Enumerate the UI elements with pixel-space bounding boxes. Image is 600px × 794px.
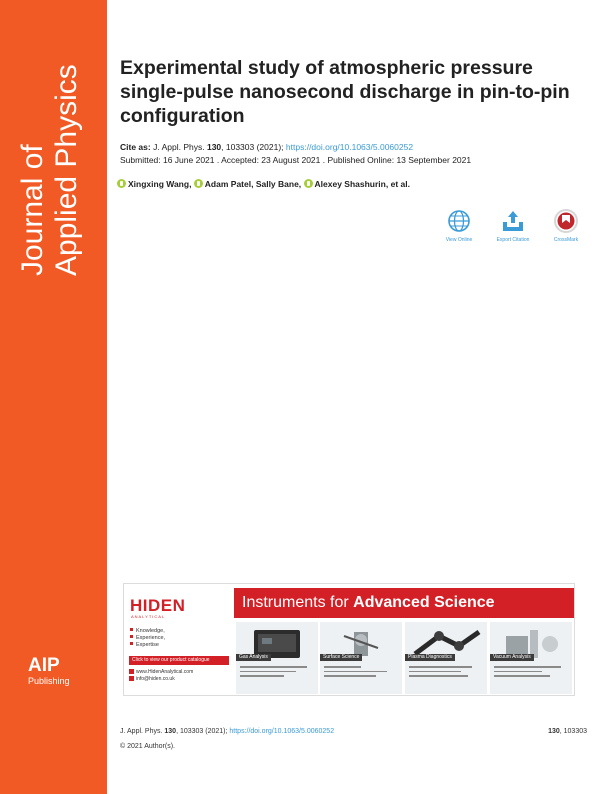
ad-panel-vacuum-analysis[interactable] — [490, 622, 572, 694]
web-icon — [129, 669, 134, 674]
author-list — [117, 179, 410, 190]
footer-doi-link[interactable]: https://doi.org/10.1063/5.0060252 — [229, 728, 335, 735]
panel-tag: Surface Science — [320, 654, 362, 661]
hiden-logo-sub: ANALYTICAL — [131, 614, 166, 619]
cite-label: Cite as: — [120, 142, 151, 152]
ad-panel-plasma-diagnostics[interactable] — [405, 622, 487, 694]
author-name[interactable]: Xingxing Wang, — [128, 179, 194, 189]
view-online-button[interactable] — [429, 208, 489, 243]
view-online-label: View Online — [445, 237, 473, 243]
journal-band — [0, 0, 107, 794]
author-name[interactable]: Adam Patel, Sally Bane, — [204, 179, 304, 189]
ad-panel-surface-science[interactable] — [320, 622, 402, 694]
author-name[interactable]: Alexey Shashurin, et al. — [314, 179, 410, 189]
footer-citation — [120, 728, 334, 735]
ad-panel-gas-analysis[interactable] — [236, 622, 318, 694]
ad-contact — [129, 669, 193, 683]
export-citation-button[interactable] — [483, 208, 543, 243]
crossmark-button[interactable] — [536, 208, 596, 243]
cite-journal: J. Appl. Phys. — [153, 142, 205, 152]
footer-journal: J. Appl. Phys. — [120, 728, 163, 735]
ad-bullets — [130, 628, 165, 649]
bullet-icon — [130, 628, 133, 631]
bullet-icon — [130, 642, 133, 645]
cite-volume: 130 — [206, 142, 222, 152]
export-icon — [500, 208, 526, 234]
ad-headline-banner — [234, 588, 574, 618]
copyright-notice: © 2021 Author(s). — [120, 743, 175, 750]
email-icon — [129, 676, 134, 681]
ad-catalogue-button[interactable]: Click to view our product catalogue — [129, 656, 229, 665]
hiden-advertisement[interactable] — [123, 583, 575, 696]
citation-line — [120, 142, 413, 153]
footer-pages: , 103303 (2021); — [176, 728, 228, 735]
journal-name-line1: Journal of — [16, 144, 49, 276]
panel-tag: Vacuum Analysis — [490, 654, 534, 661]
doi-link[interactable]: https://doi.org/10.1063/5.0060252 — [285, 142, 414, 152]
footer-page-number — [548, 728, 587, 735]
ad-contact-web[interactable]: www.HidenAnalytical.com — [129, 669, 193, 676]
ad-bullet: Expertise — [130, 642, 165, 649]
aip-logo-sub: Publishing — [28, 676, 70, 686]
panel-text — [324, 666, 398, 680]
hiden-logo: HIDEN — [130, 596, 186, 615]
journal-name-line2: Applied Physics — [50, 64, 83, 276]
ad-bullet: Knowledge, — [130, 628, 165, 635]
publication-dates: Submitted: 16 June 2021 . Accepted: 23 August 2021 . Published Online: 13 September 2021 — [120, 155, 472, 165]
journal-title — [8, 40, 88, 280]
orcid-icon[interactable] — [304, 179, 313, 188]
cite-pages: , 103303 (2021); — [221, 142, 284, 152]
orcid-icon[interactable] — [194, 179, 203, 188]
panel-text — [494, 666, 568, 680]
panel-tag: Plasma Diagnostics — [405, 654, 455, 661]
crossmark-label: CrossMark — [553, 237, 579, 243]
ad-contact-email[interactable]: info@hiden.co.uk — [129, 676, 193, 683]
footer-volume: 130 — [164, 728, 177, 735]
bullet-icon — [130, 635, 133, 638]
crossmark-icon — [553, 208, 579, 234]
aip-publishing-logo[interactable] — [28, 656, 78, 708]
article-title: Experimental study of atmospheric pressure single-pulse nanosecond discharge in pin-to-pin configuration — [120, 57, 570, 127]
panel-text — [409, 666, 483, 680]
footer-page-article: , 103303 — [559, 728, 587, 735]
ad-brand-column — [124, 584, 234, 695]
panel-tag: Gas Analysis — [236, 654, 271, 661]
orcid-icon[interactable] — [117, 179, 126, 188]
footer-page-volume: 130 — [548, 728, 560, 735]
aip-logo-mark: AIP — [28, 655, 60, 676]
ad-headline: Instruments for Advanced Science — [242, 594, 495, 611]
export-citation-label: Export Citation — [496, 237, 530, 243]
panel-text — [240, 666, 314, 680]
globe-icon — [446, 208, 472, 234]
ad-bullet: Experience, — [130, 635, 165, 642]
